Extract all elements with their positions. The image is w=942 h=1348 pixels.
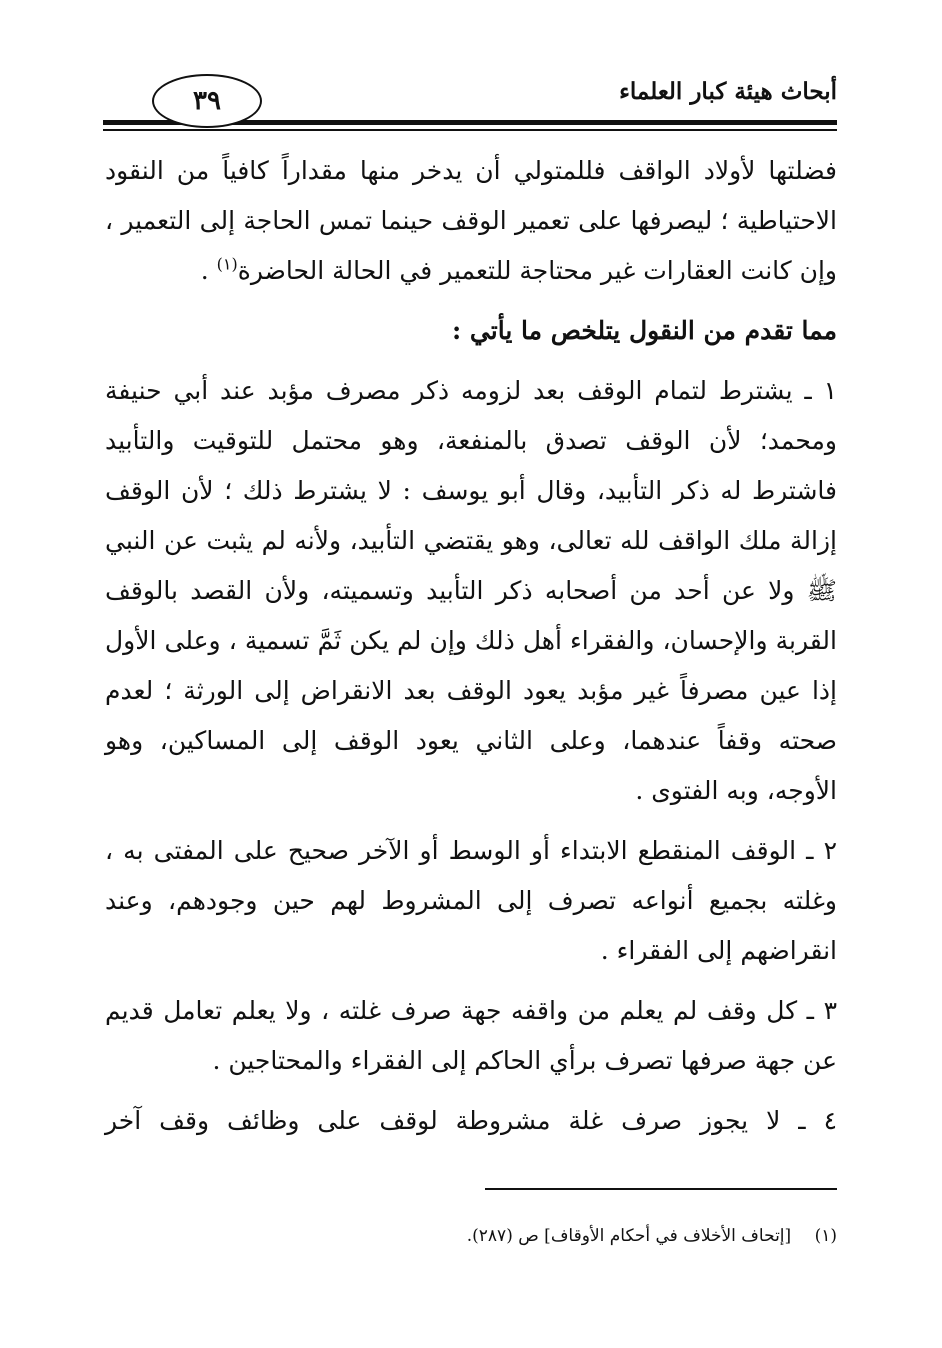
footnote-reference[interactable]: (١) [216, 254, 238, 274]
footnote-1 [467, 1226, 837, 1246]
list-item-1: ١ ـ يشترط لتمام الوقف بعد لزومه ذكر مصرف مؤبد عند أبي حنيفة ومحمد؛ لأن الوقف تصدق بالمنفعة، وهو محتمل للتوقيت والتأبيد فاشترط له ذكر التأبيد، وقال أبو يوسف : لا يشترط ذلك ؛ لأن الوقف إزالة ملك الواقف لله تعالى، وهو يقتضي التأبيد، ولأنه لم يثبت عن النبي ﷺ ولا عن أحد من أصحابه ذكر التأبيد وتسميته، ولأن القصد بالوقف القربة والإحسان، والفقراء أهل ذلك وإن لم يكن ثَمَّ تسمية ، وعلى الأول إذا عين مصرفاً غير مؤبد يعود الوقف بعد الانقراض إلى الورثة ؛ لعدم صحته وقفاً عندهما، وعلى الثاني يعود الوقف إلى المساكين، وهو الأوجه، وبه الفتوى . [105, 376, 837, 805]
footnote-separator [485, 1188, 837, 1190]
list-item-3: ٣ ـ كل وقف لم يعلم من واقفه جهة صرف غلته ، ولا يعلم تعامل قديم عن جهة صرفها تصرف برأي الحاكم إلى الفقراء والمحتاجين . [105, 996, 837, 1075]
footnote-number: (١) [814, 1226, 837, 1246]
page-number-text: ٣٩ [193, 86, 221, 116]
footnote-text: [إتحاف الأخلاف في أحكام الأوقاف] ص (٢٨٧). [466, 1226, 792, 1246]
header-rule-thin [103, 129, 837, 131]
page-number [152, 74, 262, 128]
list-item-4: ٤ ـ لا يجوز صرف غلة مشروطة لوقف على وظائف وقف آخر [105, 1106, 837, 1135]
running-title: أبحاث هيئة كبار العلماء [619, 78, 837, 105]
summary-heading: مما تقدم من النقول يتلخص ما يأتي : [452, 316, 837, 345]
list-item-2: ٢ ـ الوقف المنقطع الابتداء أو الوسط أو الآخر صحيح على المفتى به ، وغلته بجميع أنواعه تصرف إلى المشروط لهم حين وجودهم، وعند انقراضهم إلى الفقراء . [105, 836, 837, 965]
intro-text-end: . [200, 256, 217, 285]
main-text [105, 146, 837, 1156]
intro-paragraph [105, 146, 837, 296]
intro-text: فضلتها لأولاد الواقف فللمتولي أن يدخر منها مقداراً كافياً من النقود الاحتياطية ؛ ليصرفها على تعمير الوقف حينما تمس الحاجة إلى التعمير ، وإن كانت العقارات غير محتاجة للتعمير في الحالة الحاضرة [105, 156, 837, 285]
